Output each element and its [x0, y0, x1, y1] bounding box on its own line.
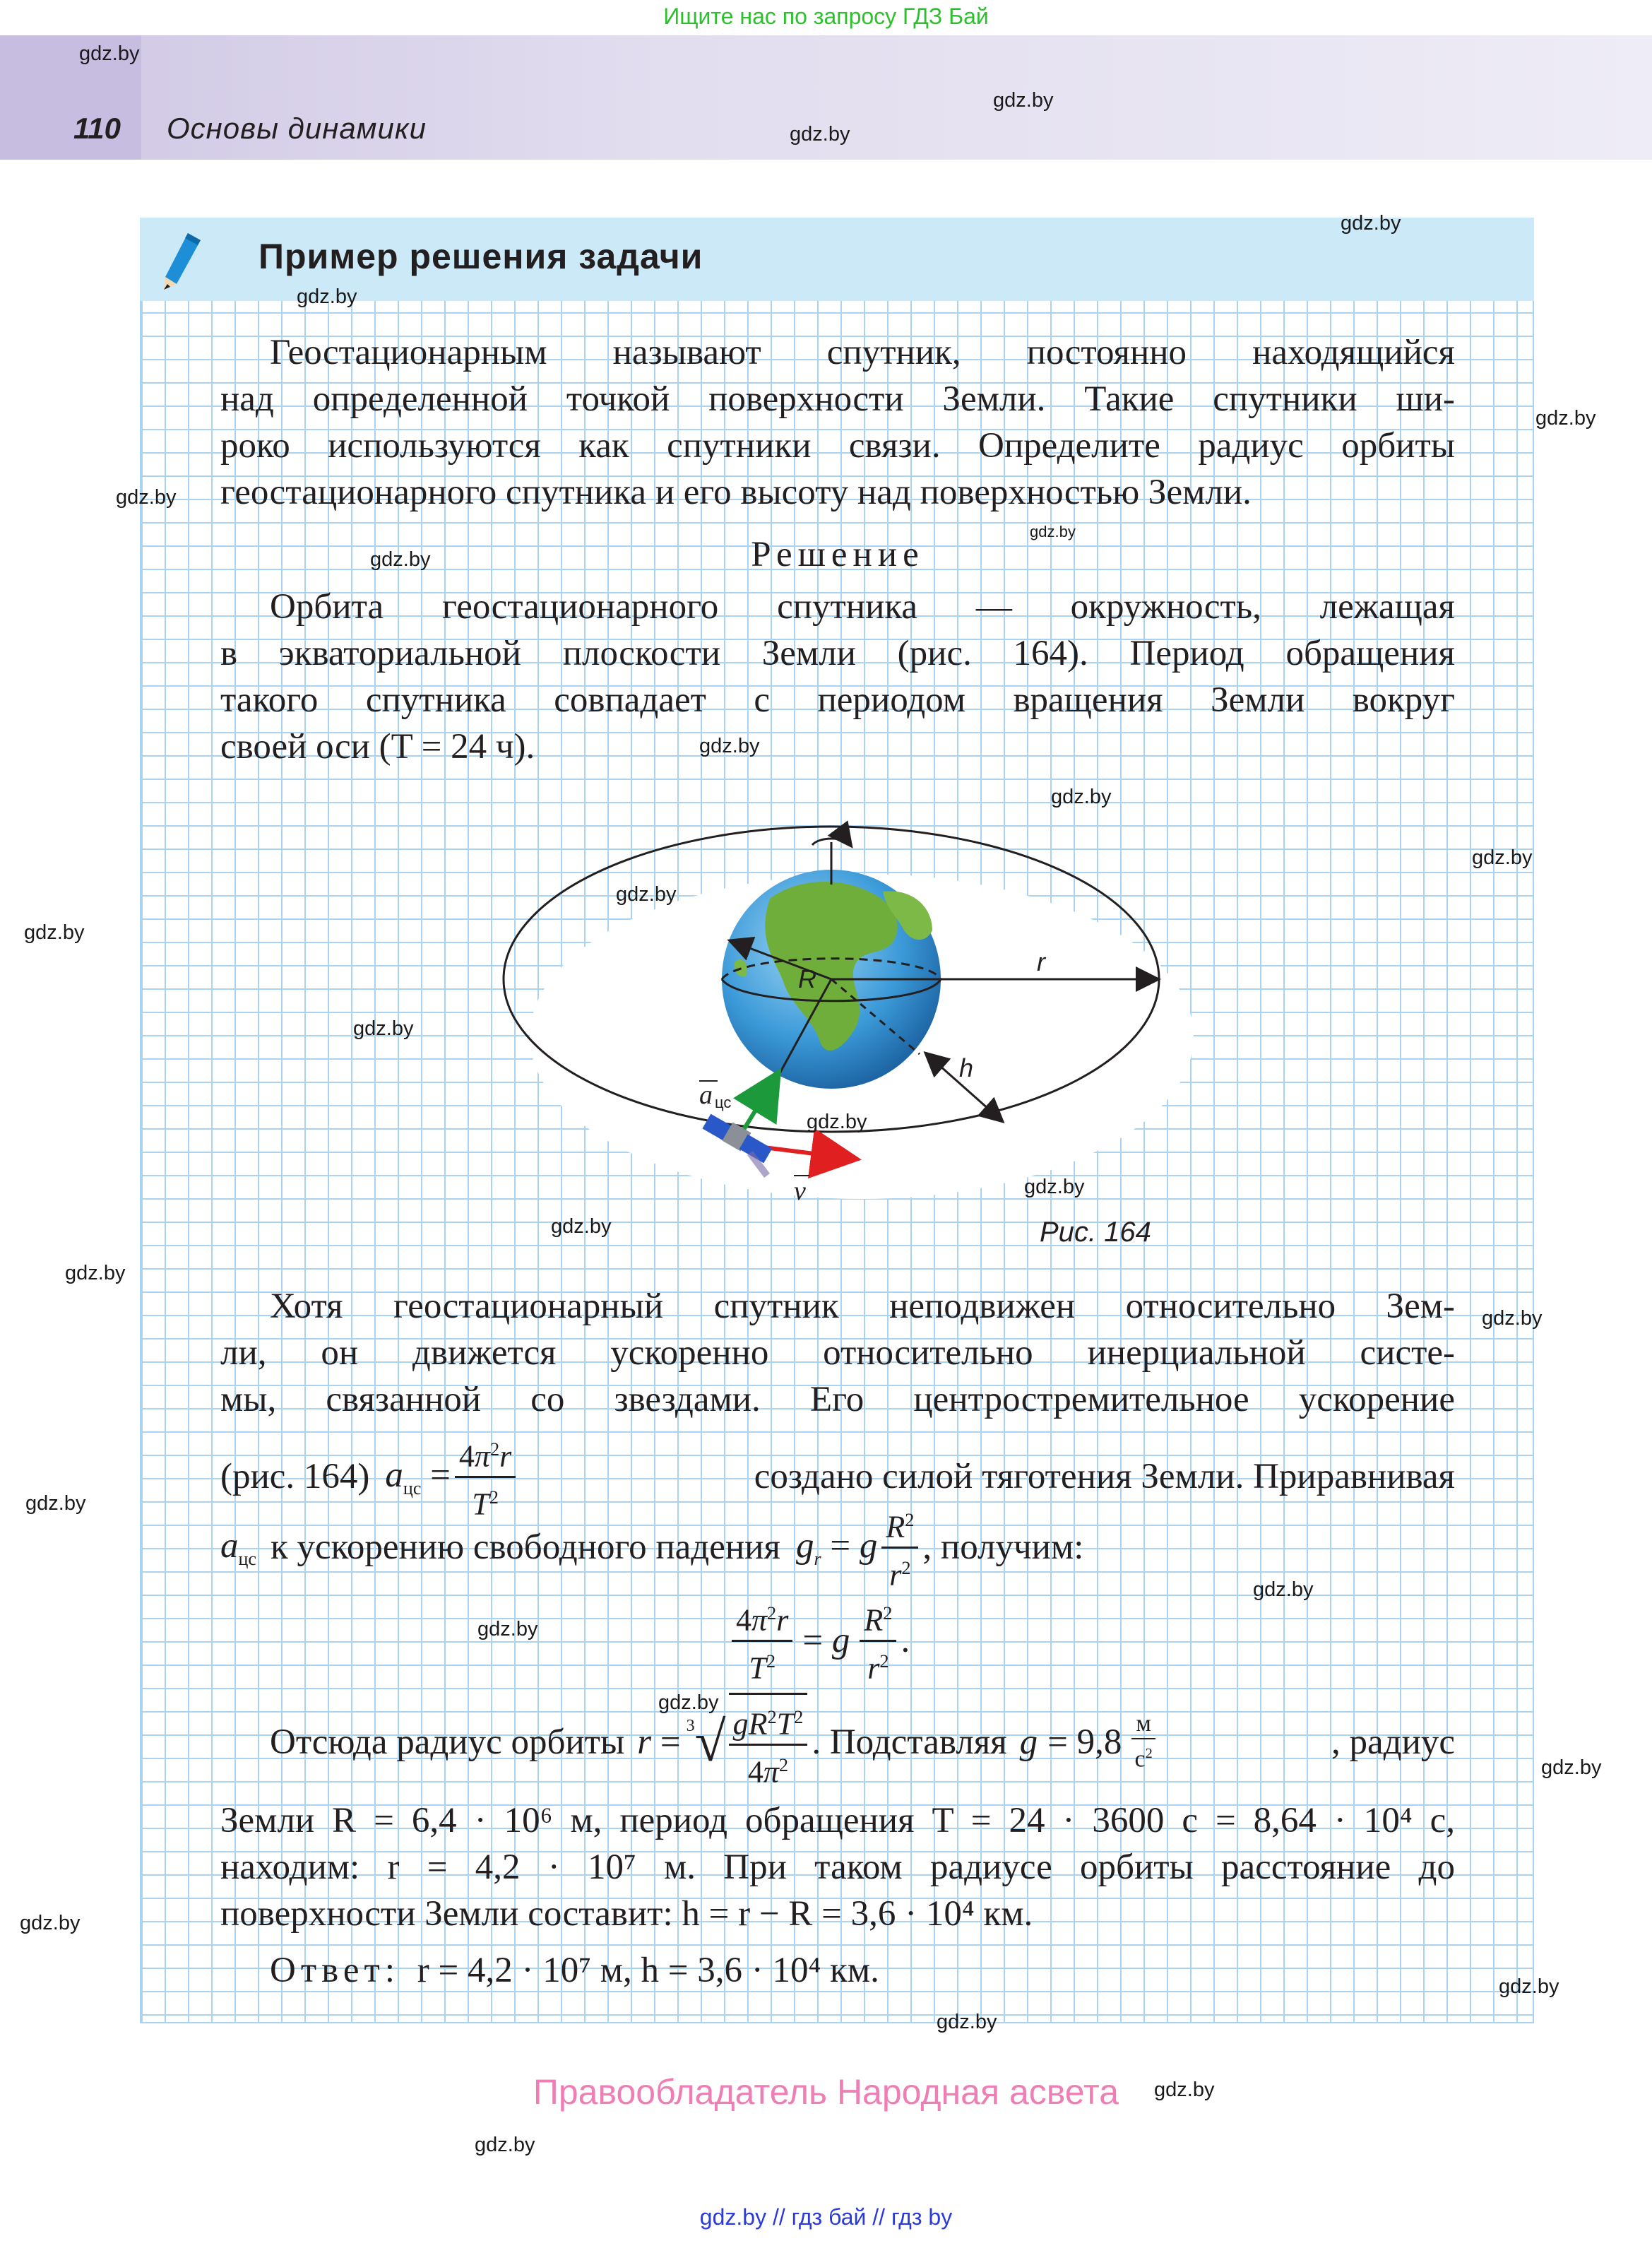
- para3-line-2: Земли R = 6,4 · 10⁶ м, период обращения T = 24 · 3600 с = 8,64 · 10⁴ с,: [220, 1801, 1455, 1840]
- para2-line-1: Хотя геостационарный спутник неподвижен относительно Зем-: [270, 1287, 1455, 1326]
- label-R: R: [798, 964, 816, 993]
- figure-caption: Рис. 164: [1040, 1217, 1151, 1248]
- problem-line-1: Геостационарным называют спутник, постоянно находящийся: [270, 333, 1455, 372]
- watermark: gdz.by: [475, 2134, 535, 2156]
- watermark: gdz.by: [1499, 1975, 1559, 1998]
- watermark: gdz.by: [993, 89, 1054, 112]
- problem-line-3: роко используются как спутники связи. Определите радиус орбиты: [220, 426, 1455, 466]
- acceleration-paragraph: [220, 1283, 1455, 1423]
- watermark: gdz.by: [1051, 786, 1112, 808]
- para2-line-2: ли, он движется ускоренно относительно инерциальной систе-: [220, 1333, 1455, 1373]
- para3-rest: [220, 1797, 1455, 1937]
- top-search-banner[interactable]: Ищите нас по запросу ГДЗ Бай: [663, 4, 989, 29]
- watermark: gdz.by: [116, 486, 177, 509]
- label-h: h: [959, 1053, 974, 1082]
- gravity-fraction: $\frac{R^2}{r^2}$: [881, 1501, 918, 1594]
- bottom-site-links[interactable]: gdz.by // гдз бай // гдз by: [699, 2204, 953, 2230]
- answer-label: Ответ:: [270, 1951, 400, 1990]
- solution-paragraph: [220, 584, 1455, 770]
- para3-line-3: находим: r = 4,2 · 10⁷ м. При таком радиусе орбиты расстояние до: [220, 1847, 1455, 1887]
- watermark: gdz.by: [1253, 1578, 1314, 1601]
- watermark: gdz.by: [1482, 1307, 1543, 1330]
- watermark: gdz.by: [807, 1111, 867, 1133]
- label-v: v: [794, 1176, 806, 1206]
- para3-line-1: Отсюда радиус орбиты r = 3 √ $\frac{gR^2T^2}{4\pi^2}$ . Подставляя g = 9,8 $\frac{м}{с^2}$ , радиус: [220, 1693, 1455, 1791]
- watermark: gdz.by: [79, 42, 140, 65]
- watermark: gdz.by: [370, 548, 431, 571]
- para2-line-3: мы, связанной со звездами. Его центростремительное ускорение: [220, 1380, 1455, 1419]
- page-number: 110: [73, 112, 121, 145]
- answer-text: r = 4,2 · 10⁷ м, h = 3,6 · 10⁴ км.: [417, 1951, 879, 1990]
- figure-164-orbit-diagram: [487, 771, 1208, 1280]
- watermark: gdz.by: [25, 1492, 86, 1515]
- solution-line-4: своей оси (T = 24 ч).: [220, 727, 535, 767]
- watermark: gdz.by: [353, 1017, 414, 1040]
- solution-line-3: такого спутника совпадает с периодом вращения Земли вокруг: [220, 680, 1455, 720]
- watermark: gdz.by: [1472, 846, 1533, 869]
- watermark: gdz.by: [24, 921, 85, 944]
- watermark: gdz.by: [937, 2011, 997, 2033]
- watermark: gdz.by: [1535, 407, 1596, 430]
- watermark: gdz.by: [551, 1215, 612, 1238]
- cube-root-formula: 3 √ $\frac{gR^2T^2}{4\pi^2}$: [687, 1693, 812, 1791]
- para3-line-4: поверхности Земли составит: h = r − R = 3,6 · 10⁴ км.: [220, 1894, 1033, 1934]
- watermark: gdz.by: [1030, 523, 1076, 540]
- watermark: gdz.by: [297, 285, 357, 308]
- answer-line: [270, 1947, 879, 1994]
- equation-equality: $\frac{4\pi^2r}{T^2}$ = g $\frac{R^2}{r^2}$ .: [727, 1594, 910, 1687]
- watermark: gdz.by: [1341, 212, 1401, 235]
- watermark: gdz.by: [1024, 1176, 1085, 1198]
- label-a: a: [699, 1080, 713, 1110]
- problem-paragraph: [220, 329, 1455, 516]
- example-title: Пример решения задачи: [259, 237, 703, 276]
- label-a-sub: цс: [715, 1094, 732, 1111]
- copyright-holder: Правообладатель Народная асвета: [533, 2072, 1119, 2112]
- watermark: gdz.by: [658, 1691, 719, 1714]
- unit-fraction: $\frac{м}{с^2}$: [1131, 1710, 1155, 1773]
- watermark: gdz.by: [477, 1618, 538, 1640]
- solution-heading: Решение: [751, 535, 925, 574]
- pencil-icon: [161, 230, 203, 291]
- watermark: gdz.by: [790, 123, 850, 146]
- problem-line-2: над определенной точкой поверхности Земли. Такие спутники ши-: [220, 379, 1455, 419]
- para2-line-4: (рис. 164) $a_{цс}$ = $\frac{4\pi^2r}{T^2}$ создано силой тяготения Земли. Приравнивая: [220, 1430, 1455, 1523]
- centripetal-fraction: $\frac{4\pi^2r}{T^2}$: [455, 1430, 516, 1523]
- running-head-section: Основы динамики: [167, 112, 427, 145]
- solution-line-1: Орбита геостационарного спутника — окружность, лежащая: [270, 587, 1455, 627]
- watermark: gdz.by: [1541, 1756, 1602, 1779]
- watermark: gdz.by: [699, 735, 760, 757]
- para2-line-5: $a_{цс}$ к ускорению свободного падения $g_r = g$ $\frac{R^2}{r^2}$ , получим:: [220, 1501, 1083, 1594]
- watermark: gdz.by: [65, 1262, 126, 1284]
- label-r: r: [1037, 947, 1045, 976]
- solution-line-2: в экваториальной плоскости Земли (рис. 164). Период обращения: [220, 634, 1455, 673]
- watermark: gdz.by: [20, 1912, 81, 1934]
- watermark: gdz.by: [616, 883, 677, 906]
- problem-line-4: геостационарного спутника и его высоту над поверхностью Земли.: [220, 473, 1252, 512]
- watermark: gdz.by: [1154, 2079, 1215, 2101]
